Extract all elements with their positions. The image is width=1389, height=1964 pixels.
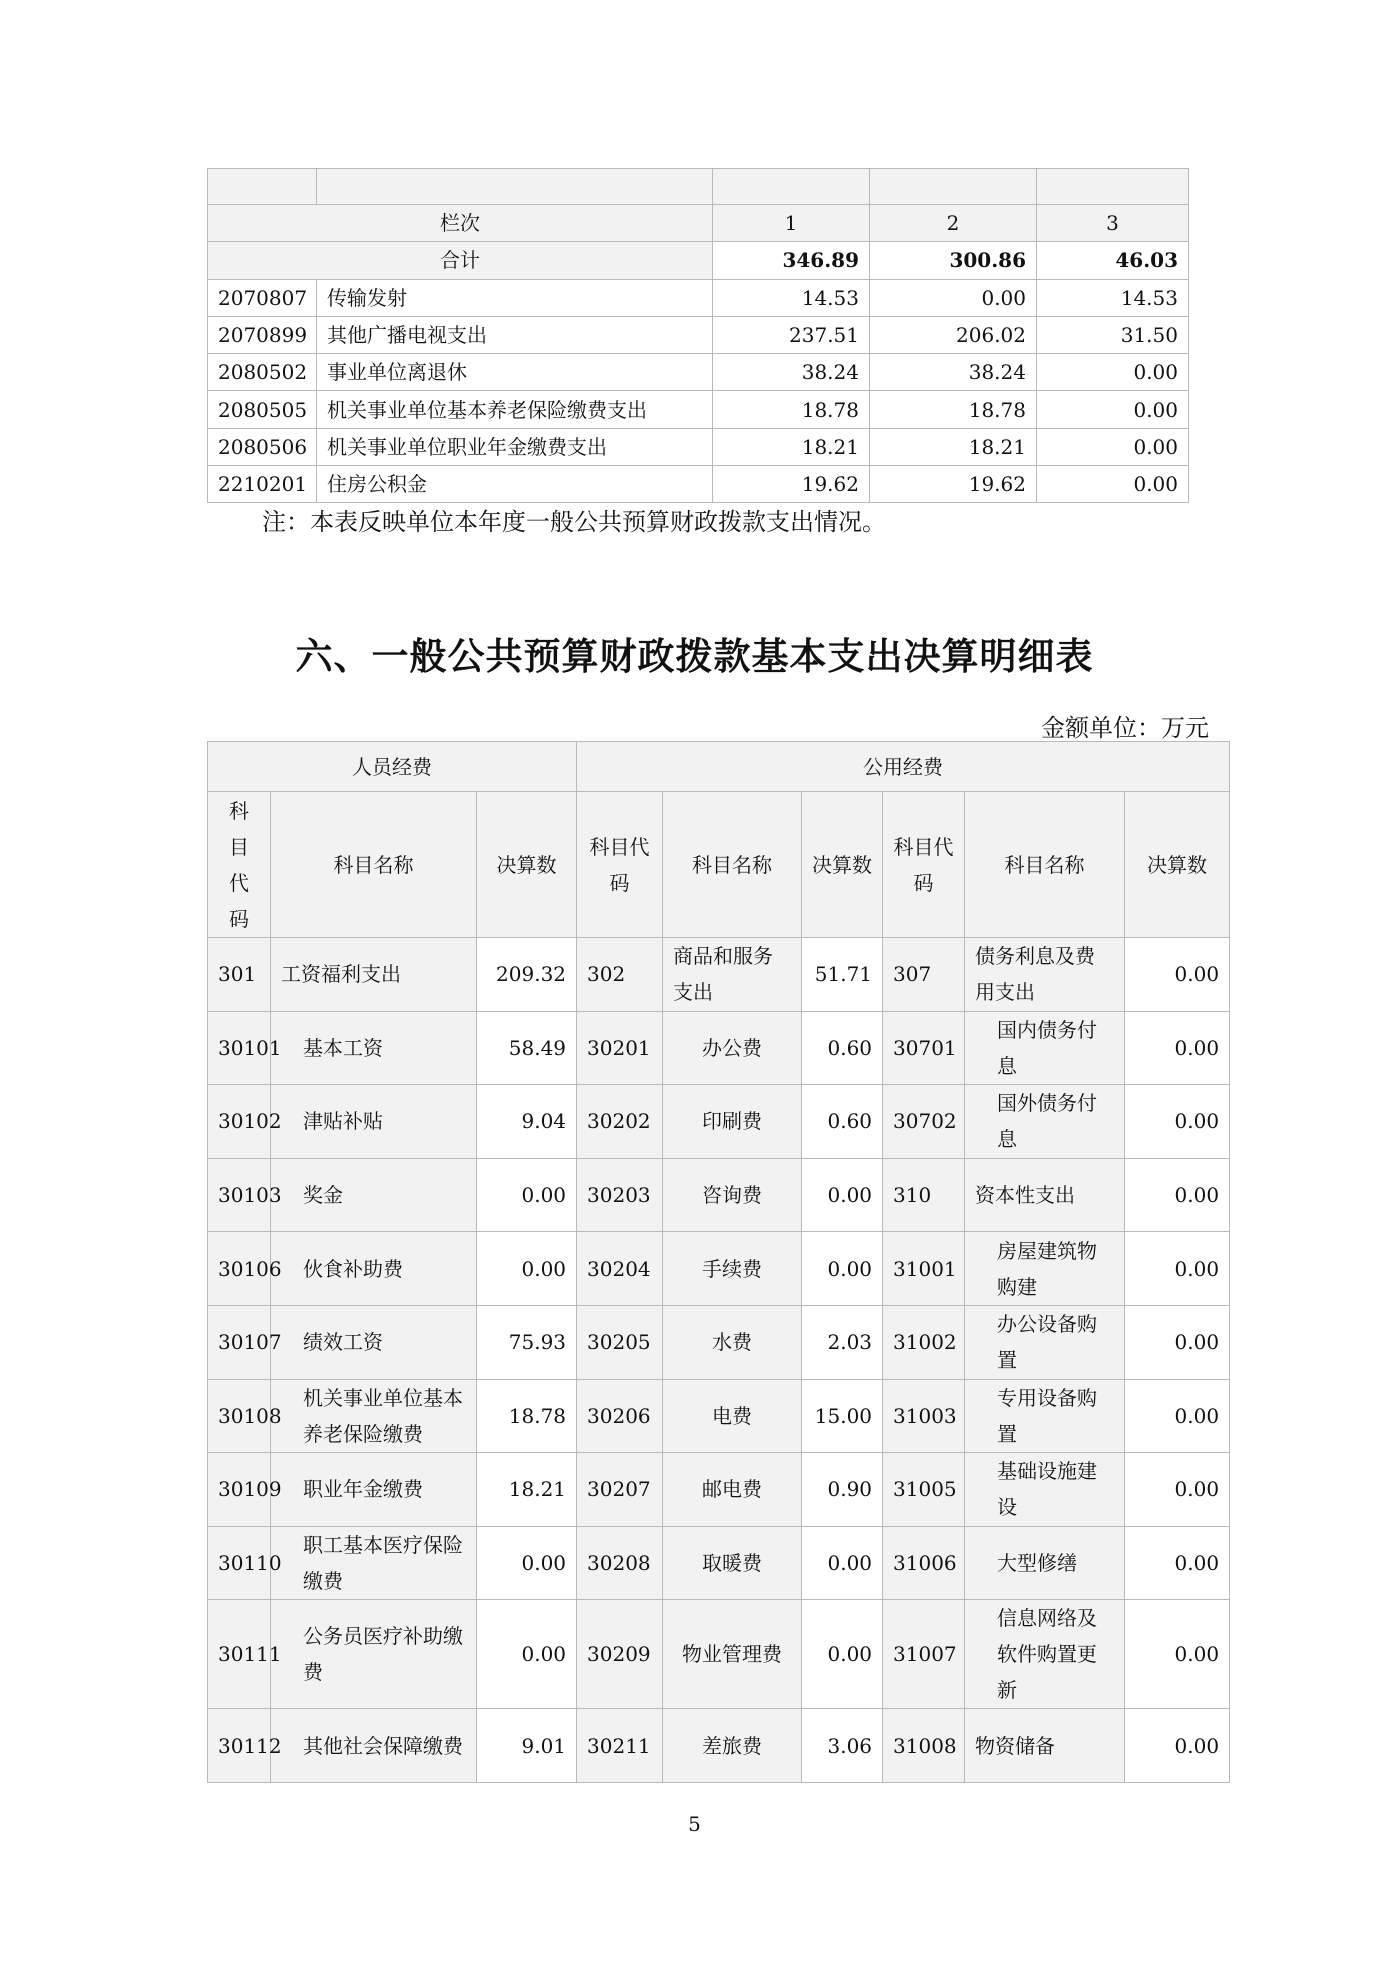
value-basic: 0.00 <box>870 279 1037 316</box>
public-amount-2: 0.00 <box>1125 1453 1230 1527</box>
personnel-amount: 209.32 <box>477 938 577 1012</box>
table-row <box>208 1526 1230 1600</box>
personnel-amount: 0.00 <box>477 1232 577 1306</box>
subject-name: 事业单位离退休 <box>317 354 713 391</box>
public-amount-1: 51.71 <box>802 938 883 1012</box>
subject-code: 2080505 <box>208 391 317 428</box>
subject-name: 传输发射 <box>317 279 713 316</box>
value-basic: 38.24 <box>870 354 1037 391</box>
public-code-1: 30204 <box>577 1232 663 1306</box>
personnel-amount: 18.21 <box>477 1453 577 1527</box>
personnel-code: 30110 <box>208 1526 271 1600</box>
public-code-1: 30202 <box>577 1085 663 1159</box>
public-name-1: 取暖费 <box>663 1526 802 1600</box>
subject-code: 2070899 <box>208 316 317 353</box>
public-name-2: 房屋建筑物购建 <box>965 1232 1125 1306</box>
subject-name: 机关事业单位职业年金缴费支出 <box>317 428 713 465</box>
table-row <box>208 1232 1230 1306</box>
personnel-amount: 9.01 <box>477 1709 577 1783</box>
public-amount-1: 3.06 <box>802 1709 883 1783</box>
table-row <box>208 391 1189 428</box>
public-amount-1: 0.60 <box>802 1011 883 1085</box>
personnel-code: 30106 <box>208 1232 271 1306</box>
table-row <box>208 279 1189 316</box>
public-code-2: 31008 <box>883 1709 965 1783</box>
personnel-name: 其他社会保障缴费 <box>271 1709 477 1783</box>
value-project: 31.50 <box>1037 316 1189 353</box>
value-total: 18.78 <box>713 391 870 428</box>
public-name-2: 国外债务付息 <box>965 1085 1125 1159</box>
total-value-1: 346.89 <box>713 242 870 279</box>
appropriation-table <box>207 168 1189 503</box>
table-row <box>208 1011 1230 1085</box>
personnel-name: 职业年金缴费 <box>271 1453 477 1527</box>
value-total: 38.24 <box>713 354 870 391</box>
personnel-name: 津贴补贴 <box>271 1085 477 1159</box>
total-row <box>208 242 1189 279</box>
personnel-amount: 0.00 <box>477 1158 577 1232</box>
col-code-public-2: 科目代码 <box>883 792 965 938</box>
value-project: 14.53 <box>1037 279 1189 316</box>
table-row <box>208 316 1189 353</box>
col-amount-public-1: 决算数 <box>802 792 883 938</box>
value-total: 18.21 <box>713 428 870 465</box>
public-code-2: 30701 <box>883 1011 965 1085</box>
personnel-amount: 75.93 <box>477 1305 577 1379</box>
public-name-2: 物资储备 <box>965 1709 1125 1783</box>
value-basic: 18.21 <box>870 428 1037 465</box>
public-amount-1: 0.00 <box>802 1600 883 1709</box>
personnel-name: 奖金 <box>271 1158 477 1232</box>
personnel-name: 机关事业单位基本养老保险缴费 <box>271 1379 477 1453</box>
public-amount-1: 0.00 <box>802 1526 883 1600</box>
table-row <box>208 1600 1230 1709</box>
personnel-name: 工资福利支出 <box>271 938 477 1012</box>
value-project: 0.00 <box>1037 466 1189 503</box>
column-index-label: 栏次 <box>208 205 713 242</box>
public-name-2: 信息网络及软件购置更新 <box>965 1600 1125 1709</box>
value-project: 0.00 <box>1037 428 1189 465</box>
total-label: 合计 <box>208 242 713 279</box>
column-index-3: 3 <box>1037 205 1189 242</box>
public-code-2: 31002 <box>883 1305 965 1379</box>
public-code-2: 31006 <box>883 1526 965 1600</box>
personnel-code: 30112 <box>208 1709 271 1783</box>
personnel-amount: 18.78 <box>477 1379 577 1453</box>
group-public: 公用经费 <box>577 742 1230 792</box>
value-project: 0.00 <box>1037 354 1189 391</box>
public-amount-2: 0.00 <box>1125 938 1230 1012</box>
value-basic: 19.62 <box>870 466 1037 503</box>
value-basic: 206.02 <box>870 316 1037 353</box>
personnel-code: 301 <box>208 938 271 1012</box>
public-name-1: 电费 <box>663 1379 802 1453</box>
public-name-1: 咨询费 <box>663 1158 802 1232</box>
public-name-1: 办公费 <box>663 1011 802 1085</box>
value-total: 19.62 <box>713 466 870 503</box>
subject-code: 2080502 <box>208 354 317 391</box>
public-name-2: 资本性支出 <box>965 1158 1125 1232</box>
public-code-1: 30203 <box>577 1158 663 1232</box>
subject-code: 2070807 <box>208 279 317 316</box>
public-name-2: 债务利息及费用支出 <box>965 938 1125 1012</box>
table-row <box>208 1158 1230 1232</box>
col-name-public-1: 科目名称 <box>663 792 802 938</box>
public-code-1: 30207 <box>577 1453 663 1527</box>
table-row <box>208 1379 1230 1453</box>
public-amount-2: 0.00 <box>1125 1526 1230 1600</box>
personnel-code: 30101 <box>208 1011 271 1085</box>
public-name-1: 差旅费 <box>663 1709 802 1783</box>
value-total: 14.53 <box>713 279 870 316</box>
public-code-1: 30201 <box>577 1011 663 1085</box>
public-amount-2: 0.00 <box>1125 1709 1230 1783</box>
public-amount-1: 0.00 <box>802 1232 883 1306</box>
public-amount-2: 0.00 <box>1125 1232 1230 1306</box>
public-amount-2: 0.00 <box>1125 1085 1230 1159</box>
public-amount-1: 2.03 <box>802 1305 883 1379</box>
subject-name: 其他广播电视支出 <box>317 316 713 353</box>
subject-name: 住房公积金 <box>317 466 713 503</box>
personnel-name: 伙食补助费 <box>271 1232 477 1306</box>
table-row <box>208 1085 1230 1159</box>
public-code-1: 30205 <box>577 1305 663 1379</box>
table-row <box>208 1305 1230 1379</box>
personnel-name: 职工基本医疗保险缴费 <box>271 1526 477 1600</box>
public-name-2: 大型修缮 <box>965 1526 1125 1600</box>
public-code-2: 307 <box>883 938 965 1012</box>
public-amount-2: 0.00 <box>1125 1379 1230 1453</box>
public-name-1: 水费 <box>663 1305 802 1379</box>
public-name-1: 印刷费 <box>663 1085 802 1159</box>
total-value-2: 300.86 <box>870 242 1037 279</box>
personnel-name: 公务员医疗补助缴费 <box>271 1600 477 1709</box>
col-amount-public-2: 决算数 <box>1125 792 1230 938</box>
total-value-3: 46.03 <box>1037 242 1189 279</box>
public-code-1: 30208 <box>577 1526 663 1600</box>
public-name-1: 商品和服务支出 <box>663 938 802 1012</box>
public-amount-2: 0.00 <box>1125 1305 1230 1379</box>
public-name-2: 专用设备购置 <box>965 1379 1125 1453</box>
table-row <box>208 1709 1230 1783</box>
column-index-1: 1 <box>713 205 870 242</box>
personnel-amount: 9.04 <box>477 1085 577 1159</box>
public-code-2: 30702 <box>883 1085 965 1159</box>
table-header-blank-row <box>208 169 1189 205</box>
public-amount-1: 15.00 <box>802 1379 883 1453</box>
column-index-2: 2 <box>870 205 1037 242</box>
column-header-row <box>208 792 1230 938</box>
public-code-2: 31007 <box>883 1600 965 1709</box>
group-personnel: 人员经费 <box>208 742 577 792</box>
public-amount-1: 0.60 <box>802 1085 883 1159</box>
personnel-name: 基本工资 <box>271 1011 477 1085</box>
table-row <box>208 354 1189 391</box>
table-note: 注：本表反映单位本年度一般公共预算财政拨款支出情况。 <box>262 508 886 536</box>
public-amount-2: 0.00 <box>1125 1600 1230 1709</box>
table-row <box>208 1453 1230 1527</box>
table-row <box>208 466 1189 503</box>
col-code-personnel: 科目代码 <box>208 792 271 938</box>
personnel-code: 30109 <box>208 1453 271 1527</box>
personnel-code: 30111 <box>208 1600 271 1709</box>
public-name-2: 国内债务付息 <box>965 1011 1125 1085</box>
value-total: 237.51 <box>713 316 870 353</box>
personnel-name: 绩效工资 <box>271 1305 477 1379</box>
personnel-amount: 58.49 <box>477 1011 577 1085</box>
basic-expenditure-table <box>207 741 1230 1783</box>
public-amount-2: 0.00 <box>1125 1158 1230 1232</box>
public-code-1: 302 <box>577 938 663 1012</box>
col-amount-personnel: 决算数 <box>477 792 577 938</box>
personnel-code: 30103 <box>208 1158 271 1232</box>
subject-name: 机关事业单位基本养老保险缴费支出 <box>317 391 713 428</box>
public-code-2: 31001 <box>883 1232 965 1306</box>
public-code-2: 310 <box>883 1158 965 1232</box>
column-index-row <box>208 205 1189 242</box>
col-name-personnel: 科目名称 <box>271 792 477 938</box>
page-number: 5 <box>688 1812 701 1836</box>
personnel-code: 30102 <box>208 1085 271 1159</box>
public-amount-2: 0.00 <box>1125 1011 1230 1085</box>
table-row <box>208 938 1230 1012</box>
public-name-1: 物业管理费 <box>663 1600 802 1709</box>
col-code-public-1: 科目代码 <box>577 792 663 938</box>
public-code-2: 31005 <box>883 1453 965 1527</box>
public-code-2: 31003 <box>883 1379 965 1453</box>
public-code-1: 30211 <box>577 1709 663 1783</box>
value-basic: 18.78 <box>870 391 1037 428</box>
public-name-1: 邮电费 <box>663 1453 802 1527</box>
amount-unit: 金额单位：万元 <box>1041 714 1209 742</box>
public-name-2: 办公设备购置 <box>965 1305 1125 1379</box>
public-name-1: 手续费 <box>663 1232 802 1306</box>
personnel-code: 30108 <box>208 1379 271 1453</box>
public-name-2: 基础设施建设 <box>965 1453 1125 1527</box>
col-name-public-2: 科目名称 <box>965 792 1125 938</box>
personnel-amount: 0.00 <box>477 1600 577 1709</box>
public-amount-1: 0.90 <box>802 1453 883 1527</box>
group-header-row <box>208 742 1230 792</box>
table-row <box>208 428 1189 465</box>
subject-code: 2210201 <box>208 466 317 503</box>
value-project: 0.00 <box>1037 391 1189 428</box>
public-code-1: 30206 <box>577 1379 663 1453</box>
personnel-amount: 0.00 <box>477 1526 577 1600</box>
subject-code: 2080506 <box>208 428 317 465</box>
personnel-code: 30107 <box>208 1305 271 1379</box>
public-code-1: 30209 <box>577 1600 663 1709</box>
section-title: 六、一般公共预算财政拨款基本支出决算明细表 <box>295 635 1094 678</box>
public-amount-1: 0.00 <box>802 1158 883 1232</box>
